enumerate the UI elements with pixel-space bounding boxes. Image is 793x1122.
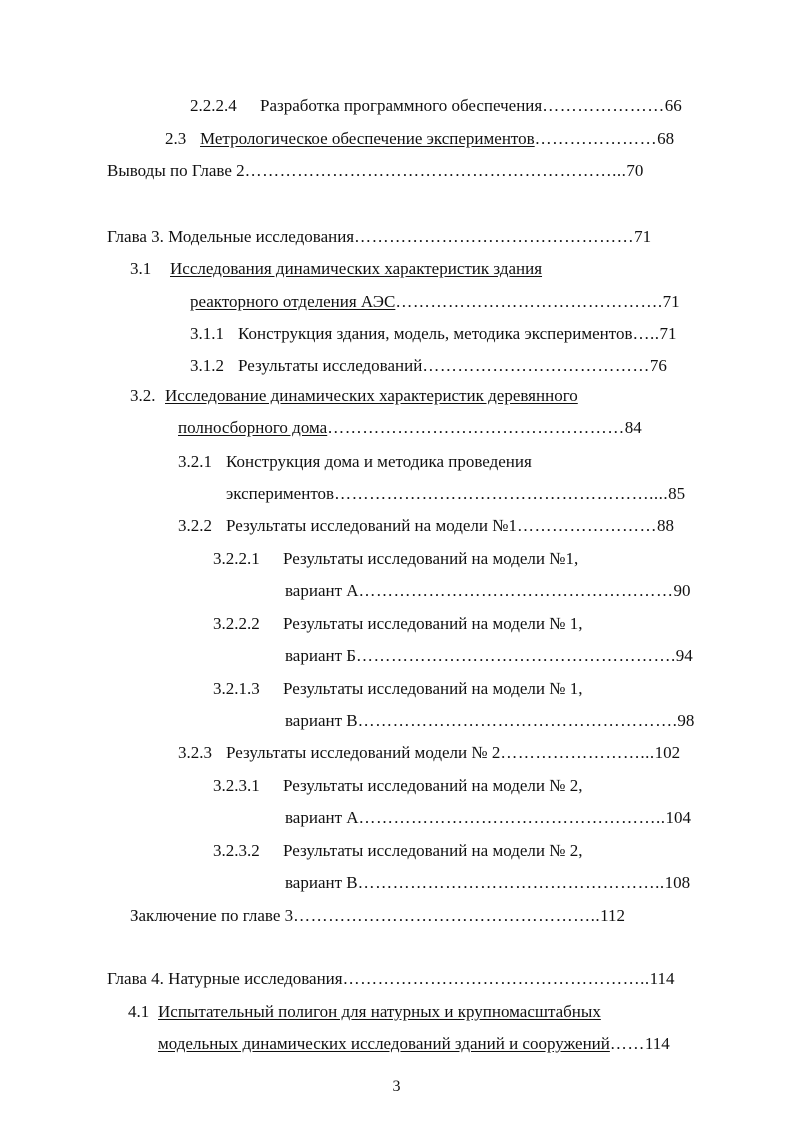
toc-title: Результаты исследований на модели №1 [226, 516, 517, 535]
toc-line [190, 289, 720, 315]
toc-line [285, 578, 720, 604]
toc-leader: ………………… [534, 129, 658, 148]
toc-page: 88 [656, 516, 674, 535]
toc-line [128, 999, 720, 1025]
toc-title: вариант А [285, 581, 359, 600]
toc-leader: ………………………………………… [354, 227, 635, 246]
toc-title: Исследование динамических характеристик деревянного [165, 386, 578, 405]
toc-leader: …………………………………………….. [357, 873, 665, 892]
toc-title: Результаты исследований модели № 2 [226, 743, 501, 762]
toc-leader: ………………………………… [422, 356, 650, 375]
toc-line [213, 611, 720, 637]
toc-number: 2.3 [165, 129, 187, 148]
toc-title: Глава 4. Натурные исследования [107, 969, 343, 988]
toc-line [213, 838, 720, 864]
toc-title: Результаты исследований на модели №1, [283, 549, 579, 568]
toc-page: 71 [659, 324, 677, 343]
toc-leader: …………………… [516, 516, 657, 535]
toc-leader: ……………………………………………….... [334, 484, 669, 503]
toc-number: 3.2.2.2 [213, 614, 260, 633]
toc-number: 3.2. [130, 386, 156, 405]
toc-page: 108 [664, 873, 691, 892]
toc-title: вариант В [285, 711, 358, 730]
toc-title: полносборного дома [178, 418, 328, 437]
toc-line [107, 224, 720, 250]
toc-page: 102 [654, 743, 681, 762]
toc-page: 114 [649, 969, 675, 988]
toc-page: 84 [624, 418, 642, 437]
toc-page: 66 [664, 96, 682, 115]
toc-line [178, 415, 720, 441]
toc-line [130, 903, 720, 929]
toc-title: реакторного отделения АЭС [190, 292, 396, 311]
toc-page: 98 [677, 711, 695, 730]
toc-leader: …………………………………………….. [358, 808, 666, 827]
toc-number: 3.1.1 [190, 324, 224, 343]
toc-line [226, 481, 720, 507]
toc-number: 2.2.2.4 [190, 96, 237, 115]
toc-leader: ……………………... [500, 743, 655, 762]
toc-title: Результаты исследований на модели № 1, [283, 614, 583, 633]
toc-leader: …… [609, 1034, 645, 1053]
toc-title: Заключение по главе 3 [130, 906, 294, 925]
toc-line [213, 676, 720, 702]
toc-title: Выводы по Главе 2 [107, 161, 245, 180]
toc-line [213, 546, 720, 572]
toc-title: Результаты исследований на модели № 2, [283, 776, 583, 795]
toc-title: Разработка программного обеспечения [260, 96, 543, 115]
toc-leader: ………………………………………. [395, 292, 663, 311]
toc-title: Исследования динамических характеристик здания [170, 259, 543, 278]
toc-line [285, 708, 720, 734]
toc-title: Конструкция дома и методика проведения [226, 452, 532, 471]
toc-line [165, 126, 720, 152]
toc-title: Испытательный полигон для натурных и крупномасштабных [158, 1002, 601, 1021]
toc-line [213, 773, 720, 799]
toc-page: 68 [657, 129, 675, 148]
toc-leader: ………………………………………………. [356, 646, 676, 665]
page-number: 3 [392, 1078, 401, 1095]
toc-page: 94 [675, 646, 693, 665]
toc-leader: ………………………………………………………... [244, 161, 627, 180]
toc-title: вариант А [285, 808, 359, 827]
toc-leader: ….. [632, 324, 660, 343]
toc-number: 3.2.3 [178, 743, 212, 762]
toc-line [178, 449, 720, 475]
toc-title: Результаты исследований [238, 356, 423, 375]
toc-leader: ………………… [542, 96, 665, 115]
toc-number: 3.2.2.1 [213, 549, 260, 568]
toc-line [285, 643, 720, 669]
toc-page: 112 [600, 906, 626, 925]
toc-leader: ………………………………………………. [357, 711, 678, 730]
toc-leader: …………………………………………… [327, 418, 625, 437]
toc-page: 90 [673, 581, 691, 600]
toc-number: 3.2.1 [178, 452, 212, 471]
toc-title: Результаты исследований на модели № 1, [283, 679, 583, 698]
toc-title: вариант Б [285, 646, 357, 665]
toc-page: 104 [665, 808, 692, 827]
toc-page: 71 [662, 292, 680, 311]
toc-leader: …………………………………………….. [342, 969, 650, 988]
toc-number: 3.1 [130, 259, 152, 278]
toc-line [190, 321, 720, 347]
toc-line [178, 740, 720, 766]
toc-line [158, 1031, 720, 1057]
toc-line [190, 353, 720, 379]
toc-title: Глава 3. Модельные исследования [107, 227, 355, 246]
toc-number: 4.1 [128, 1002, 150, 1021]
toc-page: 85 [668, 484, 686, 503]
toc-page: 76 [649, 356, 667, 375]
toc-line [190, 93, 720, 119]
toc-page: 114 [644, 1034, 670, 1053]
toc-page: 71 [634, 227, 652, 246]
toc-number: 3.1.2 [190, 356, 224, 375]
toc-title: модельных динамических исследований зданий и сооружений [158, 1034, 610, 1053]
toc-leader: ……………………………………………… [358, 581, 674, 600]
toc-page: 70 [626, 161, 644, 180]
toc-line [285, 870, 720, 896]
toc-number: 3.2.3.2 [213, 841, 260, 860]
toc-title: Конструкция здания, модель, методика экспериментов [238, 324, 633, 343]
toc-line [130, 256, 720, 282]
toc-leader: …………………………………………….. [293, 906, 601, 925]
toc-title: Метрологическое обеспечение экспериментов [200, 129, 535, 148]
toc-line [285, 805, 720, 831]
toc-line [130, 383, 720, 409]
toc-number: 3.2.3.1 [213, 776, 260, 795]
toc-title: Результаты исследований на модели № 2, [283, 841, 583, 860]
toc-number: 3.2.1.3 [213, 679, 260, 698]
toc-title: вариант В [285, 873, 358, 892]
toc-number: 3.2.2 [178, 516, 212, 535]
toc-title: экспериментов [226, 484, 335, 503]
toc-line [107, 966, 720, 992]
toc-line [178, 513, 720, 539]
toc-line [107, 158, 720, 184]
